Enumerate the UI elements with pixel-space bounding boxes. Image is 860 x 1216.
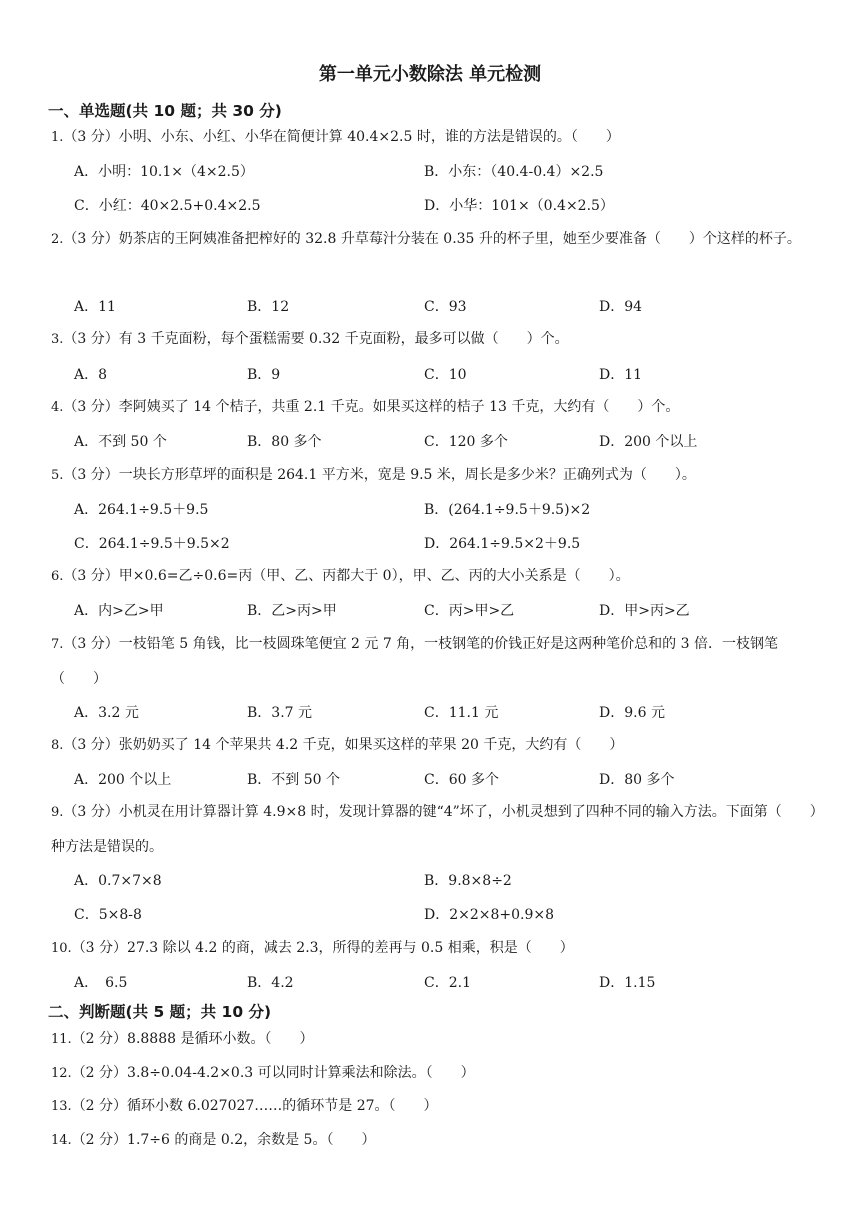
question-11 <box>51 1029 820 1050</box>
option-a: A．8 <box>74 367 108 383</box>
option-c: C．丙>甲>乙 <box>424 603 515 619</box>
question-number: 8. <box>51 738 64 753</box>
question-number: 6. <box>51 569 64 584</box>
question-number: 2. <box>51 232 64 247</box>
question-text: （3 分）一枝铅笔 5 角钱，比一枝圆珠笔便宜 2 元 7 角，一枝钢笔的价钱正好是这两种笔价总和的 3 倍．一枝钢笔（ ） <box>51 636 778 687</box>
question-text: （3 分）小机灵在用计算器计算 4.9×8 时，发现计算器的键“4”坏了，小机灵想到了四种不同的输入方法。下面第（ ）种方法是错误的。 <box>51 804 817 855</box>
option-c: C．60 多个 <box>424 772 499 788</box>
option-a: A．内>乙>甲 <box>74 603 164 619</box>
option-b: B．4.2 <box>247 975 294 991</box>
question-text: （2 分）3.8÷0.04-4.2×0.3 可以同时计算乘法和除法。（ ） <box>71 1065 475 1081</box>
question-6 <box>51 566 820 587</box>
option-d: D．小华：101×（0.4×2.5） <box>424 198 614 214</box>
option-b: B．9 <box>247 367 281 383</box>
question-8 <box>51 735 820 756</box>
section-heading-single-choice: 一、单选题(共 10 题；共 30 分) <box>48 102 282 120</box>
option-c: C．93 <box>424 299 467 315</box>
question-text: （3 分）有 3 千克面粉，每个蛋糕需要 0.32 千克面粉，最多可以做（ ）个。 <box>63 331 569 347</box>
option-a: A．3.2 元 <box>74 705 139 721</box>
option-d: D．9.6 元 <box>599 705 665 721</box>
option-a: A．11 <box>74 299 116 315</box>
question-number: 1. <box>51 130 64 145</box>
option-b: B．小东：（40.4-0.4）×2.5 <box>424 164 604 180</box>
option-d: D．80 多个 <box>599 772 675 788</box>
question-12 <box>51 1063 820 1084</box>
option-c: C．10 <box>424 367 467 383</box>
option-b: B．乙>丙>甲 <box>247 603 337 619</box>
question-9 <box>51 795 820 864</box>
question-1 <box>51 127 820 148</box>
question-number: 14. <box>51 1133 72 1148</box>
option-d: D．200 个以上 <box>599 434 698 450</box>
option-b: B．80 多个 <box>247 434 322 450</box>
option-d: D．94 <box>599 299 643 315</box>
option-c: C．2.1 <box>424 975 471 991</box>
question-4 <box>51 397 820 418</box>
question-number: 3. <box>51 332 64 347</box>
option-b: B．不到 50 个 <box>247 772 341 788</box>
question-number: 5. <box>51 468 64 483</box>
option-a: A．小明：10.1×（4×2.5） <box>74 164 254 180</box>
section-heading-true-false: 二、判断题(共 5 题；共 10 分) <box>48 1003 272 1021</box>
question-text: （2 分）8.8888 是循环小数。（ ） <box>71 1031 314 1047</box>
question-7 <box>51 627 820 696</box>
question-text: （3 分）奶茶店的王阿姨准备把榨好的 32.8 升草莓汁分装在 0.35 升的杯子里，她至少要准备（ ）个这样的杯子。 <box>63 231 801 247</box>
question-text: （2 分）循环小数 6.027027……的循环节是 27。（ ） <box>71 1098 438 1114</box>
option-b: B．3.7 元 <box>247 705 313 721</box>
option-d: D．11 <box>599 367 643 383</box>
question-number: 13. <box>51 1099 72 1114</box>
option-a: A．200 个以上 <box>74 772 172 788</box>
question-text: （3 分）小明、小东、小红、小华在简便计算 40.4×2.5 时，谁的方法是错误的。（ ） <box>63 129 620 145</box>
question-number: 11. <box>51 1032 72 1047</box>
question-text: （3 分）李阿姨买了 14 个桔子，共重 2.1 千克。如果买这样的桔子 13 千克，大约有（ ）个。 <box>63 399 680 415</box>
question-number: 10. <box>51 941 72 956</box>
question-2 <box>51 222 820 257</box>
question-14 <box>51 1130 820 1151</box>
option-a: A．0.7×7×8 <box>74 873 162 889</box>
option-c: C．120 多个 <box>424 434 508 450</box>
option-d: D．2×2×8+0.9×8 <box>424 907 555 923</box>
question-3 <box>51 329 820 350</box>
option-b: B．12 <box>247 299 290 315</box>
option-b: B．9.8×8÷2 <box>424 873 512 889</box>
option-c: C．264.1÷9.5＋9.5×2 <box>74 536 230 552</box>
question-text: （2 分）1.7÷6 的商是 0.2，余数是 5。（ ） <box>71 1132 376 1148</box>
question-number: 12. <box>51 1066 72 1081</box>
question-13 <box>51 1096 820 1117</box>
option-d: D．甲>丙>乙 <box>599 603 690 619</box>
question-10 <box>51 938 820 959</box>
option-c: C．小红：40×2.5+0.4×2.5 <box>74 198 261 214</box>
option-d: D．1.15 <box>599 975 656 991</box>
option-a: A． 6.5 <box>74 975 128 991</box>
question-text: （3 分）27.3 除以 4.2 的商，减去 2.3，所得的差再与 0.5 相乘，积是（ ） <box>71 940 574 956</box>
option-d: D．264.1÷9.5×2＋9.5 <box>424 536 581 552</box>
question-text: （3 分）一块长方形草坪的面积是 264.1 平方米，宽是 9.5 米，周长是多少米？正确列式为（ ）。 <box>63 467 696 483</box>
question-text: （3 分）张奶奶买了 14 个苹果共 4.2 千克，如果买这样的苹果 20 千克，大约有（ ） <box>63 737 624 753</box>
option-b: B．(264.1÷9.5＋9.5)×2 <box>424 502 591 518</box>
option-a: A．不到 50 个 <box>74 434 167 450</box>
option-c: C．11.1 元 <box>424 705 499 721</box>
question-number: 9. <box>51 805 64 820</box>
question-text: （3 分）甲×0.6=乙÷0.6=丙（甲、乙、丙都大于 0），甲、乙、丙的大小关系是（ ）。 <box>63 568 630 584</box>
page-title: 第一单元小数除法 单元检测 <box>318 64 542 85</box>
option-a: A．264.1÷9.5＋9.5 <box>74 502 209 518</box>
question-number: 7. <box>51 637 64 652</box>
question-number: 4. <box>51 400 64 415</box>
option-c: C．5×8-8 <box>74 907 142 923</box>
question-5 <box>51 465 820 486</box>
